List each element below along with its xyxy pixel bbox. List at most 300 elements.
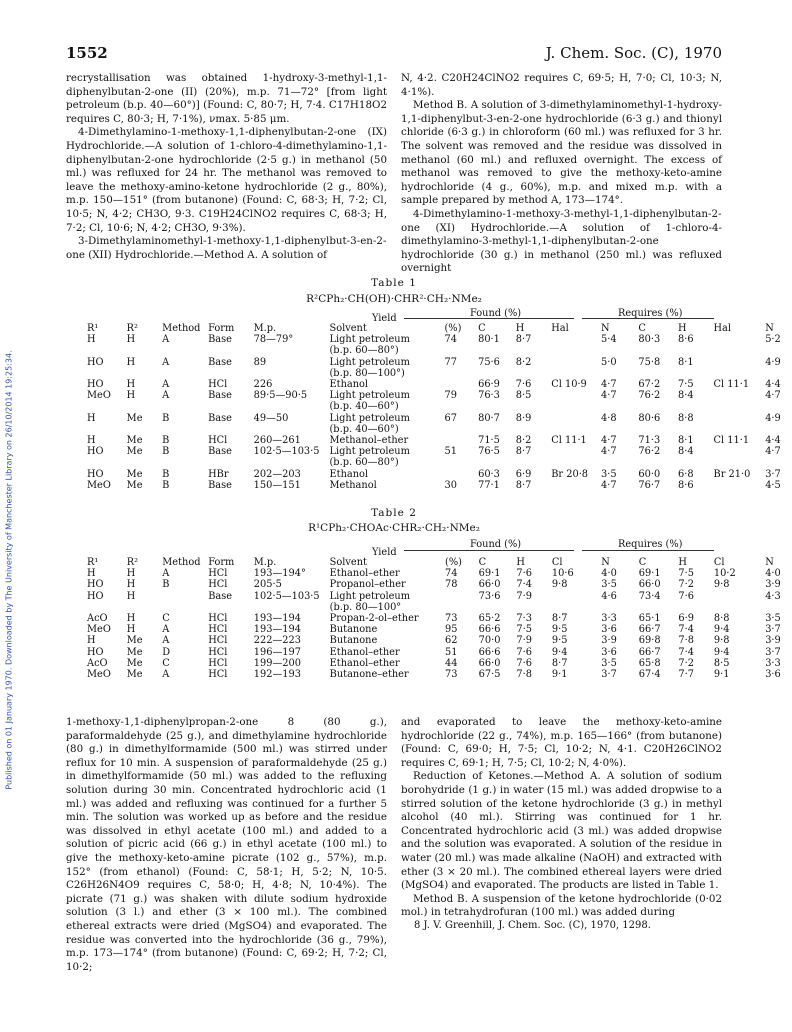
table-row xyxy=(84,647,792,658)
table-cell: 9·4 xyxy=(713,646,730,658)
table-cell: 4·7 xyxy=(765,390,781,402)
table-cell: 9·4 xyxy=(713,624,730,636)
table-cell: H xyxy=(87,635,96,647)
table-cell: 77·1 xyxy=(478,479,500,491)
table-cell: 7·4 xyxy=(678,646,694,658)
table-cell xyxy=(711,413,763,424)
table-cell: 71·3 xyxy=(638,435,661,447)
table-cell xyxy=(205,424,251,435)
table-cell: AcO xyxy=(87,613,108,625)
table-cell xyxy=(251,401,327,412)
table-cell xyxy=(205,401,251,412)
table-cell: 66·7 xyxy=(638,646,661,658)
table-cell: 9·1 xyxy=(551,669,568,681)
table-cell xyxy=(159,345,205,356)
table-cell: HCl xyxy=(208,435,228,447)
table-cell: 8·1 xyxy=(678,435,694,447)
table-cell: 7·6 xyxy=(678,590,694,602)
table-cell: 4·4 xyxy=(765,435,781,447)
table-cell xyxy=(635,345,675,356)
table-cell: Me xyxy=(126,412,143,424)
table-row xyxy=(84,457,792,468)
table-cell xyxy=(548,413,598,424)
table-cell xyxy=(124,457,160,468)
table-cell xyxy=(442,591,476,602)
table-cell: 6·9 xyxy=(515,468,532,480)
bottom-right-column xyxy=(401,716,722,920)
paragraph: N, 4·2. C20H24ClNO2 requires C, 69·5; H, 7·0; Cl, 10·3; N, 4·1%). xyxy=(401,72,722,98)
table-cell: 8·4 xyxy=(678,446,694,458)
table-cell: 4·4 xyxy=(765,379,781,391)
header-row xyxy=(84,323,792,334)
column-header: Cl xyxy=(551,557,563,568)
table-cell: Base xyxy=(208,590,233,602)
table-cell: 10·6 xyxy=(551,568,574,580)
table-cell xyxy=(762,368,792,379)
table-cell: 8·4 xyxy=(678,390,694,402)
table-cell: 3·9 xyxy=(601,635,617,647)
table-cell: H xyxy=(126,613,136,625)
table-cell: Ethanol–ether xyxy=(329,568,400,580)
table1-label: Table 1 xyxy=(371,277,417,289)
top-right-column xyxy=(401,72,722,276)
table-cell: 67 xyxy=(444,412,457,424)
table-cell xyxy=(548,390,598,401)
table-cell xyxy=(548,368,598,379)
paragraph: and evaporated to leave the methoxy-keto-amine hydrochloride (22 g., 74%), m.p. 165—166° (from butanone) (Found: C, 69·0; H, 7·5; Cl, 10·2; N, 4·1. C20H26ClNO2 requires C, 69·1; H, 7·5; Cl, 10·2; N, 4·0%). xyxy=(401,716,722,769)
table-cell: HCl xyxy=(208,568,228,580)
table-cell: Cl 11·1 xyxy=(713,435,750,447)
table-cell: 8·7 xyxy=(515,334,532,346)
table-cell: Propanol–ether xyxy=(329,579,406,591)
table-cell: Me xyxy=(126,646,143,658)
table-cell: 8·8 xyxy=(678,412,694,424)
table-cell xyxy=(635,457,675,468)
column-header: Form xyxy=(208,557,235,568)
table-cell xyxy=(159,424,205,435)
table-cell: 7·6 xyxy=(516,657,532,669)
table-row xyxy=(84,635,792,646)
column-header: C xyxy=(638,557,647,568)
table-cell: HCl xyxy=(208,379,228,391)
table-cell: Light petroleum xyxy=(329,590,411,602)
table-cell: 80·7 xyxy=(478,412,500,424)
table-cell xyxy=(124,368,160,379)
table1-found-rule xyxy=(404,318,574,319)
table-cell: HCl xyxy=(208,646,228,658)
table-cell: MeO xyxy=(87,669,111,681)
table-cell: 8·8 xyxy=(713,613,730,625)
table-cell: 4·6 xyxy=(601,590,617,602)
table2-found-rule xyxy=(404,550,574,551)
table2-requires-rule xyxy=(582,550,714,551)
table-cell: Cl 11·1 xyxy=(551,435,587,447)
table-cell xyxy=(475,401,513,412)
table-cell xyxy=(598,424,635,435)
table-cell: 193—194° xyxy=(253,568,306,580)
table-cell: 8·2 xyxy=(515,356,532,368)
column-header: Cl xyxy=(713,557,725,568)
table-cell: 7·7 xyxy=(678,669,694,681)
table-cell xyxy=(762,401,792,412)
table-cell: H xyxy=(87,568,96,580)
table-row xyxy=(84,568,792,579)
table-cell xyxy=(251,457,327,468)
paragraph: recrystallisation was obtained 1-hydroxy-3-methyl-1,1-diphenylbutan-2-one (II) (20%), m.p. 71—72° [from light petroleum (b.p. 40—60°)] (Found: C, 80·7; H, 7·4. C17H18O2 requires C, 80·3; H, 7·1%), νmax. 5·85 μm. xyxy=(66,72,387,125)
table-cell: Br 21·0 xyxy=(713,468,751,480)
table-cell xyxy=(711,480,763,491)
table-cell xyxy=(124,345,160,356)
table-cell: Light petroleum xyxy=(329,412,410,424)
column-header: Method xyxy=(162,557,201,568)
table-cell: 44 xyxy=(445,657,458,669)
column-header: C xyxy=(638,323,646,334)
table-cell: 8·6 xyxy=(678,334,694,346)
column-header: Solvent xyxy=(329,323,367,334)
table1-yield-label: Yield xyxy=(372,313,397,324)
top-left-column xyxy=(66,72,387,262)
table-cell: 8·2 xyxy=(515,435,532,447)
table-cell xyxy=(635,401,675,412)
table-cell: 7·9 xyxy=(516,635,532,647)
table-cell xyxy=(598,401,635,412)
table-cell: 222—223 xyxy=(253,635,301,647)
table-cell: 65·2 xyxy=(478,613,501,625)
table-cell: 76·7 xyxy=(638,479,661,491)
table-cell xyxy=(513,424,549,435)
table-cell xyxy=(711,334,763,345)
table-cell: 8·7 xyxy=(515,446,532,458)
table-cell xyxy=(635,368,675,379)
table2-requires-label: Requires (%) xyxy=(618,539,683,550)
table-cell: C xyxy=(162,657,170,669)
table-cell: H xyxy=(126,568,136,580)
table1-found-label: Found (%) xyxy=(470,308,522,319)
table-cell: A xyxy=(162,390,170,402)
table-cell xyxy=(548,401,598,412)
table-cell: B xyxy=(162,412,170,424)
table-cell: HO xyxy=(87,446,104,458)
table-cell: 30 xyxy=(444,479,457,491)
table-cell xyxy=(513,602,549,613)
column-header: Method xyxy=(162,323,201,334)
table-cell: 4·5 xyxy=(765,479,781,491)
table-cell: 65·1 xyxy=(638,613,661,625)
table-cell: 9·8 xyxy=(551,579,568,591)
table-cell: 7·5 xyxy=(516,624,532,636)
table-cell xyxy=(513,368,549,379)
table-cell xyxy=(675,368,711,379)
table-cell: 3·5 xyxy=(601,657,617,669)
table-cell: 4·7 xyxy=(600,435,617,447)
column-header: Form xyxy=(208,323,235,334)
table-cell: 102·5—103·5 xyxy=(253,590,320,602)
column-header: N xyxy=(600,323,610,334)
table-cell xyxy=(675,602,711,613)
column-header: C xyxy=(478,323,486,334)
table-cell: 8·9 xyxy=(515,412,532,424)
table-cell: B xyxy=(162,579,170,591)
table-cell xyxy=(205,368,251,379)
table-cell: 3·7 xyxy=(765,624,781,636)
table-cell: 78—79° xyxy=(253,334,294,346)
table-cell: 8·6 xyxy=(678,479,694,491)
column-header: H xyxy=(516,557,525,568)
table-cell: 66·7 xyxy=(638,624,661,636)
table-cell: 66·6 xyxy=(478,646,501,658)
table-cell: 4·8 xyxy=(600,412,617,424)
table-cell: 202—203 xyxy=(253,468,301,480)
column-header: N xyxy=(765,557,774,568)
table-row xyxy=(84,334,792,345)
table-cell: AcO xyxy=(87,657,108,669)
paragraph: 4-Dimethylamino-1-methoxy-1,1-diphenylbutan-2-one (IX) Hydrochloride.—A solution of 1-chloro-4-dimethylamino-1,1-diphenylbutan-2-one hydrochloride (2·5 g.) in methanol (50 ml.) was refluxed for 24 hr. The methanol was removed to leave the methoxy-amino-ketone hydrochloride (2 g., 80%), m.p. 150—151° (from butanone) (Found: C, 68·3; H, 7·2; Cl, 10·5; N, 4·2; CH3O, 9·3. C19H24ClNO2 requires C, 68·3; H, 7·2; Cl, 10·6; N, 4·2; CH3O, 9·3%). xyxy=(66,126,387,234)
table-cell xyxy=(513,401,549,412)
table-cell: 60·3 xyxy=(478,468,500,480)
column-header: Hal xyxy=(551,323,569,334)
table-cell: 3·3 xyxy=(765,657,781,669)
table-cell: Ethanol xyxy=(329,379,369,391)
table-cell: 7·4 xyxy=(678,624,694,636)
table-cell: 75·8 xyxy=(638,356,661,368)
table-cell xyxy=(251,368,327,379)
table-cell xyxy=(441,401,475,412)
column-header: R² xyxy=(126,323,138,334)
table-cell: 66·0 xyxy=(638,579,661,591)
table-row xyxy=(84,390,792,401)
table-cell: 66·0 xyxy=(478,579,501,591)
table-cell: 3·5 xyxy=(600,468,617,480)
table-cell: HCl xyxy=(208,613,228,625)
table-cell: 79 xyxy=(444,390,457,402)
column-header: H xyxy=(678,557,687,568)
table-cell: 4·7 xyxy=(600,390,617,402)
table-cell: 4·0 xyxy=(601,568,617,580)
table-cell: 7·3 xyxy=(516,613,532,625)
table-cell: 7·2 xyxy=(678,579,694,591)
table-cell: 8·5 xyxy=(713,657,730,669)
column-header: R¹ xyxy=(87,557,99,568)
column-header: Solvent xyxy=(329,557,367,568)
paragraph: Method B. A suspension of the ketone hydrochloride (0·02 mol.) in tetrahydrofuran (100 ml.) was added during xyxy=(401,892,722,919)
table-cell xyxy=(441,469,475,480)
table-cell: C xyxy=(162,613,170,625)
table-cell: 4·3 xyxy=(765,590,781,602)
table-row xyxy=(84,345,792,356)
table-cell xyxy=(205,602,251,613)
table1-formula: R²CPh₂·CH(OH)·CHR²·CH₂·NMe₂ xyxy=(306,293,482,305)
table-cell xyxy=(548,480,598,491)
table-cell xyxy=(441,457,475,468)
table-cell: HO xyxy=(87,646,104,658)
table-cell: MeO xyxy=(87,390,111,402)
table-cell: 4·7 xyxy=(600,379,617,391)
column-header: H xyxy=(515,323,525,334)
table-cell: 66·9 xyxy=(478,379,500,391)
table-cell: 80·6 xyxy=(638,412,661,424)
table-cell: 70·0 xyxy=(478,635,501,647)
column-header: C xyxy=(478,557,487,568)
table-cell: B xyxy=(162,446,170,458)
table-cell: Methanol xyxy=(329,479,377,491)
table-cell: 77 xyxy=(444,356,457,368)
table-cell: 80·1 xyxy=(478,334,500,346)
table-cell xyxy=(598,457,635,468)
table-cell: 3·7 xyxy=(601,669,617,681)
table-cell: Br 20·8 xyxy=(551,468,589,480)
table-cell: Butanone xyxy=(329,624,378,636)
table-cell: 4·9 xyxy=(765,412,781,424)
table-cell: Light petroleum xyxy=(329,390,410,402)
table1 xyxy=(84,323,792,491)
table-cell xyxy=(549,591,598,602)
column-header: (%) xyxy=(445,557,462,568)
table-cell: A xyxy=(162,334,170,346)
table-cell: Light petroleum xyxy=(329,334,410,346)
table-cell: 6·8 xyxy=(678,468,694,480)
table-cell: HCl xyxy=(208,624,228,636)
table-cell: 7·6 xyxy=(515,379,532,391)
paragraph: Method B. A solution of 3-dimethylaminomethyl-1-hydroxy-1,1-diphenylbut-3-en-2-one hydrochloride (6·3 g.) and thionyl chloride (6·3 g.) in chloroform (60 ml.) was refluxed for 3 hr. The solvent was removed and the residue was dissolved in methanol (60 ml.) and refluxed overnight. The excess of methanol was removed to give the methoxy-keto-amine hydrochloride (4 g., 60%), m.p. and mixed m.p. with a sample prepared by method A, 173—174°. xyxy=(401,99,722,207)
bottom-left-column xyxy=(66,716,387,974)
table-cell: Light petroleum xyxy=(329,446,410,458)
table-cell: 78 xyxy=(445,579,458,591)
table-cell: H xyxy=(87,334,96,346)
table-cell: A xyxy=(162,635,170,647)
table-cell: Base xyxy=(208,479,232,491)
table-cell xyxy=(84,602,124,613)
table-row xyxy=(84,480,792,491)
table-cell: HO xyxy=(87,356,104,368)
table-cell: 6·9 xyxy=(678,613,694,625)
page-number: 1552 xyxy=(66,44,108,62)
table-cell xyxy=(675,424,711,435)
table-row xyxy=(84,379,792,390)
table-cell: 7·8 xyxy=(516,669,532,681)
table-cell xyxy=(124,602,160,613)
table-cell: 3·6 xyxy=(601,646,617,658)
table-cell: Ethanol–ether xyxy=(329,646,400,658)
table-cell xyxy=(475,345,513,356)
table-cell: 102·5—103·5 xyxy=(253,446,320,458)
column-header: H xyxy=(678,323,687,334)
table-cell: D xyxy=(162,646,171,658)
table-cell: 7·5 xyxy=(678,379,694,391)
table-cell: Cl 11·1 xyxy=(713,379,750,391)
table-row xyxy=(84,435,792,446)
table2-found-label: Found (%) xyxy=(470,539,522,550)
table-cell: (b.p. 40—60°) xyxy=(329,423,399,435)
table-cell: 8·1 xyxy=(678,356,694,368)
table-cell: 226 xyxy=(253,379,273,391)
table-cell xyxy=(475,457,513,468)
table-cell xyxy=(84,368,124,379)
table-cell: 66·0 xyxy=(478,657,501,669)
paragraph: Reduction of Ketones.—Method A. A solution of sodium borohydride (1 g.) in water (15 ml.) was added dropwise to a stirred solution of the ketone hydrochloride (3 g.) in methyl alcohol (40 ml.). Stirring was continued for 1 hr. Concentrated hydrochloric acid (3 ml.) was added dropwise and the solution was evaporated. A solution of the residue in water (20 ml.) was made alkaline (NaOH) and extracted with ether (3 × 20 ml.). The combined ethereal layers were dried (MgSO4) and evaporated. The products are listed in Table 1. xyxy=(401,770,722,892)
table-cell: 260—261 xyxy=(253,435,301,447)
paragraph: 1-methoxy-1,1-diphenylpropan-2-one 8 (80 g.), paraformaldehyde (25 g.), and dimethylamine hydrochloride (80 g.) in dimethylformamide (500 ml.) was stirred under reflux for 10 min. A suspension of paraformaldehyde (25 g.) in dimethylformamide (50 ml.) was added to the refluxing solution during 30 min. Concentrated hydrochloric acid (1 ml.) was added and refluxing was continued for a further 5 min. The solution was worked up as before and the residue was dissolved in ethyl acetate (100 ml.) and added to a solution of picric acid (66 g.) in ethyl acetate (100 ml.) to give the methoxy-keto-amine picrate (102 g., 57%), m.p. 152° (from ethanol) (Found: C, 58·1; H, 5·2; N, 10·5. C26H26N4O9 requires C, 58·0; H, 4·8; N, 10·4%). The picrate (71 g.) was shaken with dilute sodium hydroxide solution (3 l.) and ether (3 × 100 ml.). The combined ethereal extracts were dried (MgSO4) and evaporated. The residue was converted into the hydrochloride (36 g., 79%), m.p. 173—174° (from butanone) (Found: C, 69·2; H, 7·2; Cl, 10·2; xyxy=(66,716,387,973)
table2 xyxy=(84,557,792,680)
table1-requires-label: Requires (%) xyxy=(618,308,683,319)
table-row xyxy=(84,357,792,368)
table-cell: Base xyxy=(208,390,232,402)
table-cell: 4·0 xyxy=(765,568,781,580)
table-cell: 80·3 xyxy=(638,334,661,346)
table-cell: MeO xyxy=(87,479,111,491)
table-cell: (b.p. 80—100° xyxy=(329,601,402,613)
table-cell: B xyxy=(162,435,170,447)
table-cell: 8·7 xyxy=(551,657,568,669)
table-cell xyxy=(675,457,711,468)
table-cell: Me xyxy=(126,446,143,458)
table-cell: 7·2 xyxy=(678,657,694,669)
table-cell xyxy=(441,379,475,390)
table-cell: 3·6 xyxy=(765,669,781,681)
table-cell xyxy=(513,345,549,356)
table-cell: 51 xyxy=(444,446,457,458)
table-cell: H xyxy=(87,412,96,424)
table-cell xyxy=(441,368,475,379)
table-cell: Methanol–ether xyxy=(329,435,409,447)
table-cell: 8·5 xyxy=(515,390,532,402)
table-cell: 74 xyxy=(444,334,457,346)
table-cell: HCl xyxy=(208,669,228,681)
table-cell xyxy=(124,424,160,435)
table-cell xyxy=(548,446,598,457)
table-cell xyxy=(762,602,792,613)
table-cell: (b.p. 40—60°) xyxy=(329,401,399,413)
table-cell: 9·4 xyxy=(551,646,568,658)
table-cell xyxy=(159,602,205,613)
table-cell: 76·5 xyxy=(478,446,500,458)
table-cell: Ethanol–ether xyxy=(329,657,400,669)
table-cell: 69·1 xyxy=(638,568,661,580)
table-cell xyxy=(711,446,763,457)
table-cell: Me xyxy=(126,435,143,447)
table-cell: 76·2 xyxy=(638,390,661,402)
table-row xyxy=(84,413,792,424)
table-cell: 192—193 xyxy=(253,669,301,681)
table-cell: 7·6 xyxy=(516,646,532,658)
table-cell: HO xyxy=(87,379,104,391)
table-cell xyxy=(476,602,514,613)
table-cell: HO xyxy=(87,590,104,602)
column-header: R¹ xyxy=(87,323,99,334)
table-cell: 3·3 xyxy=(601,613,617,625)
table-cell xyxy=(475,424,513,435)
journal-citation: J. Chem. Soc. (C), 1970 xyxy=(545,44,722,62)
table-cell xyxy=(762,424,792,435)
table-cell: Butanone–ether xyxy=(329,669,409,681)
table-cell: 193—194 xyxy=(253,624,301,636)
table-cell: 3·5 xyxy=(765,613,781,625)
table-cell xyxy=(636,602,676,613)
table-cell xyxy=(549,602,598,613)
table-cell: Base xyxy=(208,334,232,346)
header-row xyxy=(84,557,792,568)
column-header: M.p. xyxy=(253,323,277,334)
table-cell: 76·2 xyxy=(638,446,661,458)
table-cell: 8·7 xyxy=(515,479,532,491)
column-header: R² xyxy=(126,557,138,568)
table-cell: B xyxy=(162,468,170,480)
table-cell xyxy=(159,591,205,602)
table-cell xyxy=(84,424,124,435)
table-cell: H xyxy=(126,579,136,591)
table-cell xyxy=(159,368,205,379)
table-row xyxy=(84,446,792,457)
table-cell xyxy=(711,457,763,468)
